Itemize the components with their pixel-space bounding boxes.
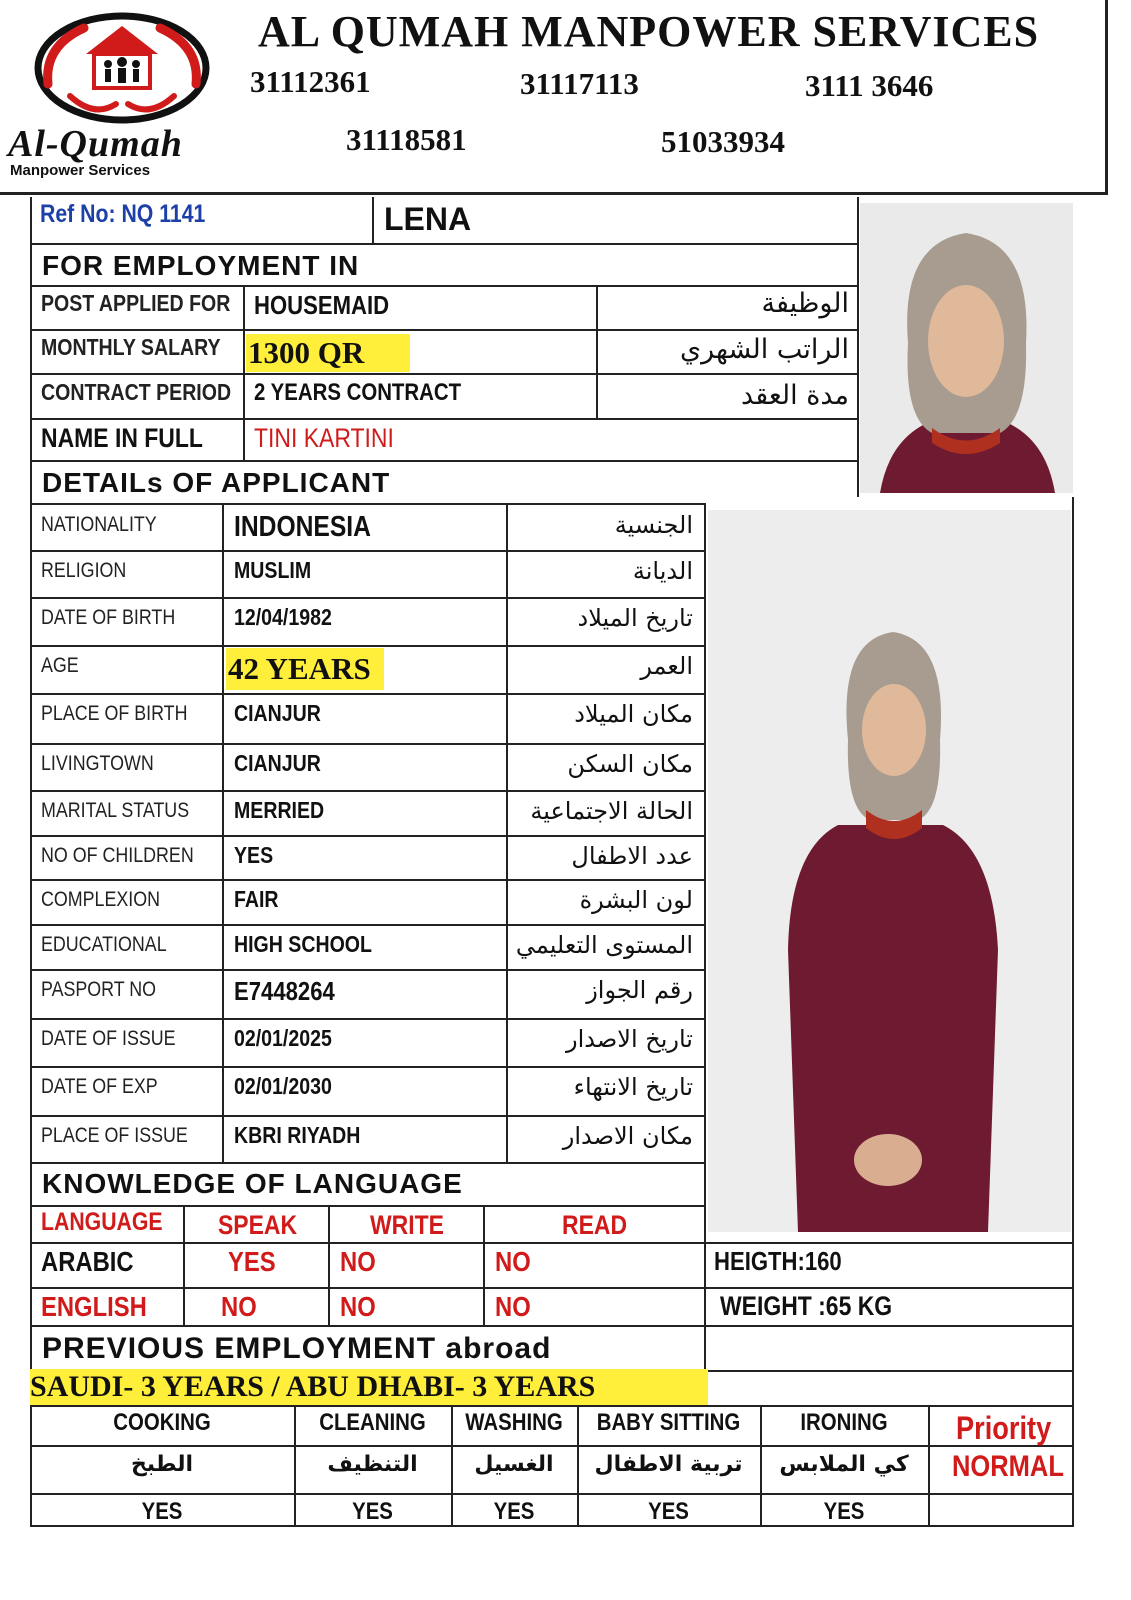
lang-col-4 (704, 1160, 706, 1370)
skill-label: COOKING (113, 1409, 211, 1436)
lang-arabic-read: NO (495, 1246, 531, 1277)
details-row-line (30, 790, 706, 792)
lang-col-3 (483, 1205, 485, 1327)
details-row-line (30, 1066, 706, 1068)
lang-english-write: NO (340, 1291, 376, 1322)
lang-header-read: READ (562, 1210, 628, 1240)
skills-top-line (30, 1405, 1074, 1407)
full-name-value: TINI KARTINI (254, 423, 394, 453)
priority-value: NORMAL (952, 1450, 1064, 1483)
lang-line-arabic (30, 1287, 1074, 1289)
salary-value: 1300 QR (246, 334, 410, 372)
ref-code-name: LENA (384, 201, 472, 237)
lang-col-1 (183, 1205, 185, 1327)
skill-value: YES (493, 1498, 535, 1525)
details-row-label: PASPORT NO (41, 978, 157, 1001)
skill-arabic: تربية الاطفال (594, 1452, 743, 1477)
skill-arabic: الطبخ (130, 1452, 194, 1477)
post-arabic: الوظيفة (761, 288, 849, 319)
skills-line-2 (30, 1493, 1074, 1495)
details-row-value: HIGH SCHOOL (234, 931, 372, 957)
details-row-value: MERRIED (234, 797, 325, 823)
ref-number: Ref No: NQ 1141 (40, 200, 206, 228)
skill-label: CLEANING (319, 1409, 426, 1436)
company-name: AL QUMAH MANPOWER SERVICES (258, 7, 1040, 56)
details-row-line (30, 1018, 706, 1020)
skill-arabic: كي الملابس (779, 1452, 909, 1477)
details-row-line (30, 550, 706, 552)
weight-value: WEIGHT :65 KG (720, 1291, 893, 1321)
lang-english-read: NO (495, 1291, 531, 1322)
contract-value: 2 YEARS CONTRACT (254, 379, 462, 406)
skill-arabic: التنظيف (327, 1452, 418, 1477)
ref-divider (372, 197, 374, 243)
lang-arabic-name: ARABIC (41, 1246, 134, 1277)
portrait-photo (860, 203, 1073, 493)
details-row-arabic: مكان السكن (567, 750, 693, 778)
full-body-image (708, 510, 1071, 1232)
details-row-value: MUSLIM (234, 557, 312, 583)
salary-label: MONTHLY SALARY (41, 334, 221, 360)
lang-header-speak: SPEAK (218, 1210, 298, 1240)
priority-label: Priority (956, 1410, 1052, 1446)
details-row-line (30, 924, 706, 926)
details-row-line (30, 597, 706, 599)
form-right-border (1072, 497, 1074, 1527)
phone-3: 3111 3646 (805, 68, 934, 103)
details-row-line (30, 645, 706, 647)
employment-section-title: FOR EMPLOYMENT IN (42, 250, 360, 281)
details-row-value: YES (234, 842, 274, 868)
phone-5: 51033934 (661, 124, 785, 159)
lang-arabic-write: NO (340, 1246, 376, 1277)
phone-1: 31112361 (250, 64, 371, 99)
details-row-value: E7448264 (234, 976, 335, 1006)
details-row-value: CIANJUR (234, 750, 321, 776)
employment-col-2 (596, 285, 598, 420)
form-left-border (30, 197, 32, 1527)
details-row-value: 12/04/1982 (234, 604, 332, 630)
lang-line-head (30, 1242, 1074, 1244)
skill-value: YES (823, 1498, 865, 1525)
details-row-label: DATE OF BIRTH (41, 606, 176, 629)
details-row-value: 02/01/2030 (234, 1073, 332, 1099)
salary-arabic: الراتب الشهري (679, 334, 849, 365)
details-row-arabic: المستوى التعليمي (515, 931, 693, 959)
details-col-2 (506, 503, 508, 1163)
details-row-label: MARITAL STATUS (41, 799, 190, 822)
details-row-label: RELIGION (41, 559, 127, 582)
row-line-name (30, 460, 858, 462)
details-section-title: DETAILs OF APPLICANT (42, 467, 391, 498)
skill-value: YES (352, 1498, 393, 1525)
header-right-border (1105, 0, 1108, 195)
employment-col-1 (243, 285, 245, 462)
details-row-label: DATE OF ISSUE (41, 1027, 176, 1050)
details-row-line (30, 969, 706, 971)
portrait-image (860, 203, 1073, 493)
row-line-contract (30, 418, 858, 420)
details-row-arabic: الديانة (632, 557, 693, 585)
details-row-line (30, 1162, 706, 1164)
lang-english-name: ENGLISH (41, 1291, 147, 1322)
skill-label: IRONING (800, 1409, 888, 1436)
details-row-line (30, 693, 706, 695)
skills-line-1 (30, 1445, 1074, 1447)
details-row-value: 42 YEARS (226, 648, 384, 690)
lang-line-title (30, 1205, 706, 1207)
lang-col-2 (328, 1205, 330, 1327)
row-line-employment (30, 285, 858, 287)
details-row-value: KBRI RIYADH (234, 1122, 361, 1148)
skill-arabic: الغسيل (474, 1452, 554, 1477)
post-value: HOUSEMAID (254, 290, 390, 320)
details-row-arabic: تاريخ الميلاد (577, 604, 693, 632)
details-row-arabic: الحالة الاجتماعية (530, 797, 693, 825)
details-row-arabic: العمر (640, 652, 693, 680)
details-row-label: COMPLEXION (41, 888, 161, 911)
details-row-arabic: عدد الاطفال (571, 842, 693, 870)
logo-script-text: Al-Qumah (8, 123, 183, 165)
details-row-label: AGE (41, 654, 79, 677)
details-row-line (30, 879, 706, 881)
form-right-border-top (857, 197, 859, 497)
lang-line-english (30, 1325, 1074, 1327)
full-name-label: NAME IN FULL (41, 423, 203, 453)
height-value: HEIGTH:160 (714, 1246, 842, 1276)
skills-col-5 (928, 1405, 930, 1527)
skill-label: WASHING (465, 1409, 563, 1436)
logo-subtitle: Manpower Services (10, 162, 151, 179)
details-row-label: EDUCATIONAL (41, 933, 167, 956)
phone-4: 31118581 (346, 122, 467, 157)
lang-header-write: WRITE (370, 1210, 444, 1240)
lang-header-language: LANGUAGE (41, 1208, 163, 1236)
details-row-label: LIVINGTOWN (41, 752, 154, 775)
details-row-label: NATIONALITY (41, 513, 157, 536)
row-line-salary (30, 373, 858, 375)
details-row-value: INDONESIA (234, 511, 371, 543)
details-col-1 (222, 503, 224, 1163)
header (0, 0, 1131, 197)
post-label: POST APPLIED FOR (41, 290, 231, 316)
skill-value: YES (648, 1498, 689, 1525)
details-row-value: 02/01/2025 (234, 1025, 332, 1051)
details-row-label: PLACE OF BIRTH (41, 702, 188, 725)
details-row-arabic: مكان الاصدار (562, 1122, 693, 1150)
details-row-line (30, 835, 706, 837)
skill-value: YES (141, 1498, 183, 1525)
details-row-arabic: الجنسية (614, 511, 693, 539)
details-row-value: CIANJUR (234, 700, 321, 726)
language-section-title: KNOWLEDGE OF LANGUAGE (42, 1168, 463, 1199)
previous-section-title: PREVIOUS EMPLOYMENT abroad (42, 1332, 552, 1365)
lang-english-speak: NO (221, 1291, 257, 1322)
lang-arabic-speak: YES (228, 1246, 276, 1277)
previous-employment-value: SAUDI- 3 YEARS / ABU DHABI- 3 YEARS (30, 1369, 708, 1405)
row-line-ref (30, 243, 858, 245)
details-row-line (30, 743, 706, 745)
skill-label: BABY SITTING (596, 1409, 741, 1436)
details-right-border (704, 503, 706, 1163)
contract-label: CONTRACT PERIOD (41, 379, 232, 405)
details-row-arabic: رقم الجواز (586, 976, 693, 1004)
details-row-line (30, 1115, 706, 1117)
contract-arabic: مدة العقد (741, 380, 849, 411)
details-row-label: DATE OF EXP (41, 1075, 158, 1098)
details-row-label: NO OF CHILDREN (41, 844, 194, 867)
details-row-arabic: لون البشرة (579, 886, 693, 914)
full-body-photo (708, 510, 1071, 1232)
row-line-details (30, 503, 706, 505)
details-row-value: FAIR (234, 886, 279, 912)
header-bottom-border (0, 192, 1108, 195)
details-row-arabic: مكان الميلاد (574, 700, 693, 728)
details-row-arabic: تاريخ الانتهاء (573, 1073, 693, 1101)
phone-2: 31117113 (520, 66, 639, 101)
row-line-post (30, 329, 858, 331)
details-row-arabic: تاريخ الاصدار (566, 1025, 693, 1053)
details-row-label: PLACE OF ISSUE (41, 1124, 188, 1147)
